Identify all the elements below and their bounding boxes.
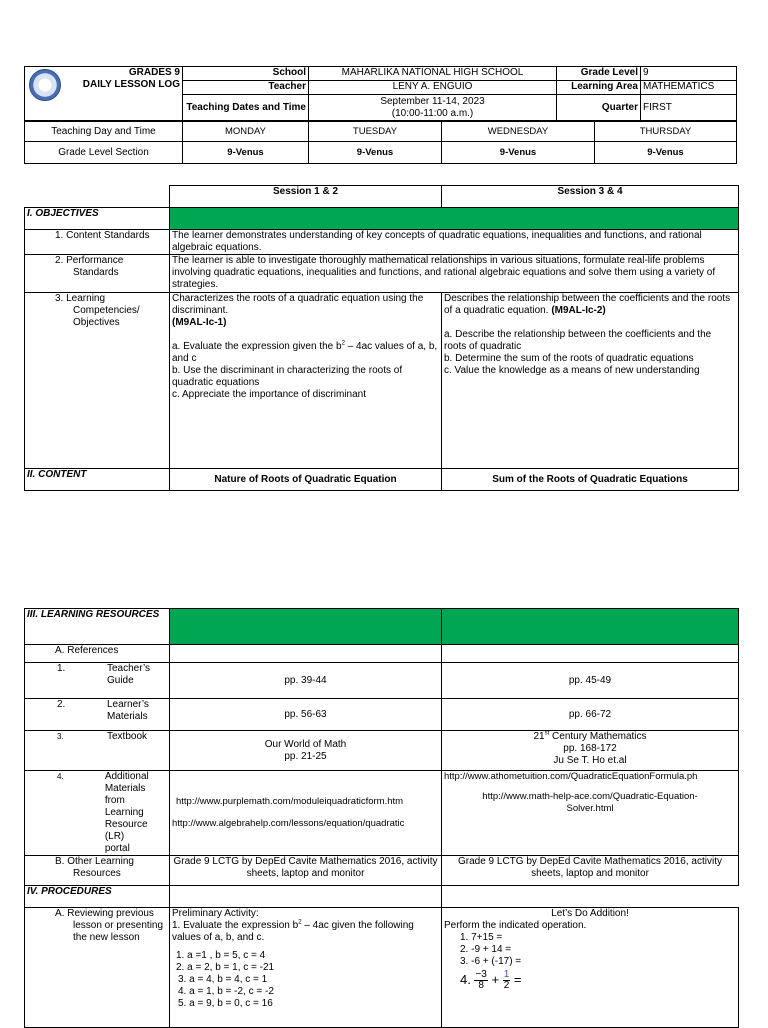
teaching-dates-line1: September 11-14, 2023 [380, 95, 485, 107]
performance-label-line2: Standards [73, 267, 119, 278]
other-resources-s2: Grade 9 LCTG by DepEd Cavite Mathematics 2016, activity sheets, laptop and monitor [442, 856, 739, 886]
teaching-dates-line2: (10:00-11:00 a.m.) [391, 107, 474, 119]
resources-green-s1 [170, 609, 442, 645]
daily-lesson-log-title: DAILY LESSON LOG [82, 79, 180, 90]
preliminary-item-4: 4. a = 1, b = -2, c = -2 [178, 986, 274, 997]
s1-competency-intro: Characterizes the roots of a quadratic equation using the discriminant. [172, 293, 424, 316]
session-1-objectives [170, 293, 442, 469]
addition-instruction: Perform the indicated operation. [444, 920, 587, 931]
s2-objective-c: c. Value the knowledge as a means of new understanding [444, 365, 700, 376]
addition-item-4: 4. $\frac{-3}{8}$ + $\frac{1}{2}$ = [460, 969, 522, 991]
competencies-label-line3: Objectives [73, 317, 120, 328]
procedures-heading: IV. PROCEDURES [25, 886, 170, 908]
other-resources-label: B. Other Learning Resources [25, 856, 170, 886]
fraction-neg-3-8: $\frac{-3}{8}$ [475, 969, 487, 991]
references-s2 [442, 645, 739, 663]
teachers-guide-label: 1. Teacher’s Guide [25, 663, 170, 699]
addition-activity-s2 [442, 908, 739, 1028]
school-value: MAHARLIKA NATIONAL HIGH SCHOOL [309, 67, 557, 81]
additional-materials-label: 4. Additional Materials from Learning Resource (LR) portal [25, 771, 170, 856]
resources-table [24, 608, 739, 1028]
references-label: A. References [25, 645, 170, 663]
s1-objective-b: b. Use the discriminant in characterizing the roots of quadratic equations [172, 365, 403, 388]
s2-competency-code: (M9AL-Ic-2) [551, 305, 606, 316]
section-tuesday: 9-Venus [309, 142, 442, 164]
other-resources-s1: Grade 9 LCTG by DepEd Cavite Mathematics 2016, activity sheets, laptop and monitor [170, 856, 442, 886]
competencies-label-line1: 3. Learning [55, 293, 106, 304]
section-thursday: 9-Venus [595, 142, 737, 164]
procedures-blank-s2 [442, 886, 739, 908]
math-help-ace-link[interactable]: http://www.math-help-ace.com/Quadratic-Equation-Solver.html [482, 791, 698, 814]
references-s1 [170, 645, 442, 663]
content-session-1: Nature of Roots of Quadratic Equation [170, 469, 442, 491]
learning-area-label: Learning Area [557, 81, 641, 95]
day-wednesday: WEDNESDAY [442, 122, 595, 142]
s2-competency-intro: Describes the relationship between the coefficients and the roots of a quadratic equation. (M9AL-Ic-2) [444, 293, 731, 316]
resources-green-s2 [442, 609, 739, 645]
performance-label-line1: 2. Performance [55, 255, 124, 266]
addition-item-1: 1. 7+15 = [460, 932, 503, 943]
preliminary-item-1: 1. a =1 , b = 5, c = 4 [176, 950, 266, 961]
procedures-blank-s1 [170, 886, 442, 908]
content-heading: II. CONTENT [25, 469, 170, 491]
preliminary-item-3: 3. a = 4, b = 4, c = 1 [178, 974, 268, 985]
performance-standards-label [25, 255, 170, 293]
learners-materials-s2: pp. 66-72 [442, 699, 739, 731]
grades-label: GRADES 9 [128, 67, 180, 78]
additional-materials-s1 [170, 771, 442, 856]
s2-objective-b: b. Determine the sum of the roots of quadratic equations [444, 353, 694, 364]
teachers-guide-s1: pp. 39-44 [170, 663, 442, 699]
content-session-2: Sum of the Roots of Quadratic Equations [442, 469, 739, 491]
preliminary-instruction: 1. Evaluate the expression $b^2 - 4ac$ given the following values of a, b, and c. [172, 919, 414, 943]
session-1-2-header: Session 1 & 2 [170, 186, 442, 208]
preliminary-activity-title: Preliminary Activity: [172, 908, 259, 919]
content-standards-label: 1. Content Standards [25, 230, 170, 255]
session-3-4-header: Session 3 & 4 [442, 186, 739, 208]
s2-objective-a: a. Describe the relationship between the coefficients and the roots of quadratic [444, 329, 712, 352]
grade-level-value: 9 [641, 67, 737, 81]
day-tuesday: TUESDAY [309, 122, 442, 142]
preliminary-activity-s1 [170, 908, 442, 1028]
textbook-s1: Our World of Math pp. 21-25 [170, 731, 442, 771]
header-table [24, 66, 737, 121]
textbook-label: 3. Textbook [25, 731, 170, 771]
addition-item-3: 3. -6 + (-17) = [460, 956, 522, 967]
school-label: School [183, 67, 309, 81]
teachers-guide-s2: pp. 45-49 [442, 663, 739, 699]
athometuition-link[interactable]: http://www.athometuition.com/QuadraticEquationFormula.ph [444, 771, 698, 782]
additional-materials-s2 [442, 771, 739, 856]
schedule-table [24, 121, 737, 164]
learning-area-value: MATHEMATICS [641, 81, 737, 95]
header-title-cell [25, 67, 183, 121]
fraction-1-2: $\frac{1}{2}$ [503, 969, 510, 991]
objectives-table [24, 185, 739, 491]
teaching-dates-value [309, 95, 557, 121]
s1-objective-a: a. Evaluate the expression given the $b^2 - 4ac$ values of a, b, and c [172, 340, 438, 364]
learning-resources-heading: III. LEARNING RESOURCES [25, 609, 170, 645]
learning-competencies-label [25, 293, 170, 469]
grade-section-label: Grade Level Section [25, 142, 183, 164]
purplemath-link[interactable]: http://www.purplemath.com/moduleiquadraticform.htm [176, 796, 404, 807]
day-monday: MONDAY [183, 122, 309, 142]
reviewing-lesson-label: A. Reviewing previous lesson or presenting the new lesson [25, 908, 170, 1028]
addition-item-2: 2. -9 + 14 = [460, 944, 512, 955]
textbook-s2: 21st Century Mathematics pp. 168-172 Ju Se T. Ho et.al [442, 731, 739, 771]
performance-standards-text: The learner is able to investigate thoroughly mathematical relationships in various situations, formulate real-life problems involving quadratic equations, inequalities and functions, and rational algebraic equations and solve them using a variety of strategies. [170, 255, 739, 293]
content-standards-text: The learner demonstrates understanding of key concepts of quadratic equations, inequalities and functions, and rational algebraic equations. [170, 230, 739, 255]
blank-corner [25, 186, 170, 208]
objectives-heading: I. OBJECTIVES [25, 208, 170, 230]
objectives-green-bar [170, 208, 739, 230]
teaching-day-time-label: Teaching Day and Time [25, 122, 183, 142]
quarter-label: Quarter [557, 95, 641, 121]
preliminary-item-2: 2. a = 2, b = 1, c = -21 [176, 962, 275, 973]
competencies-label-line2: Competencies/ [73, 305, 140, 316]
teacher-label: Teacher [183, 81, 309, 95]
addition-activity-title: Let’s Do Addition! [551, 908, 629, 919]
learners-materials-label: 2. Learner’s Materials [25, 699, 170, 731]
section-monday: 9-Venus [183, 142, 309, 164]
grade-level-label: Grade Level [557, 67, 641, 81]
day-thursday: THURSDAY [595, 122, 737, 142]
teacher-value: LENY A. ENGUIO [309, 81, 557, 95]
session-2-objectives [442, 293, 739, 469]
s1-competency-code: (M9AL-Ic-1) [172, 317, 227, 328]
algebrahelp-link[interactable]: http://www.algebrahelp.com/lessons/equation/quadratic [172, 818, 405, 829]
section-wednesday: 9-Venus [442, 142, 595, 164]
quarter-value: FIRST [641, 95, 737, 121]
preliminary-item-5: 5. a = 9, b = 0, c = 16 [178, 998, 273, 1009]
teaching-dates-label: Teaching Dates and Time [183, 95, 309, 121]
learners-materials-s1: pp. 56-63 [170, 699, 442, 731]
s1-objective-c: c. Appreciate the importance of discriminant [172, 389, 366, 400]
deped-seal-icon [29, 69, 61, 101]
